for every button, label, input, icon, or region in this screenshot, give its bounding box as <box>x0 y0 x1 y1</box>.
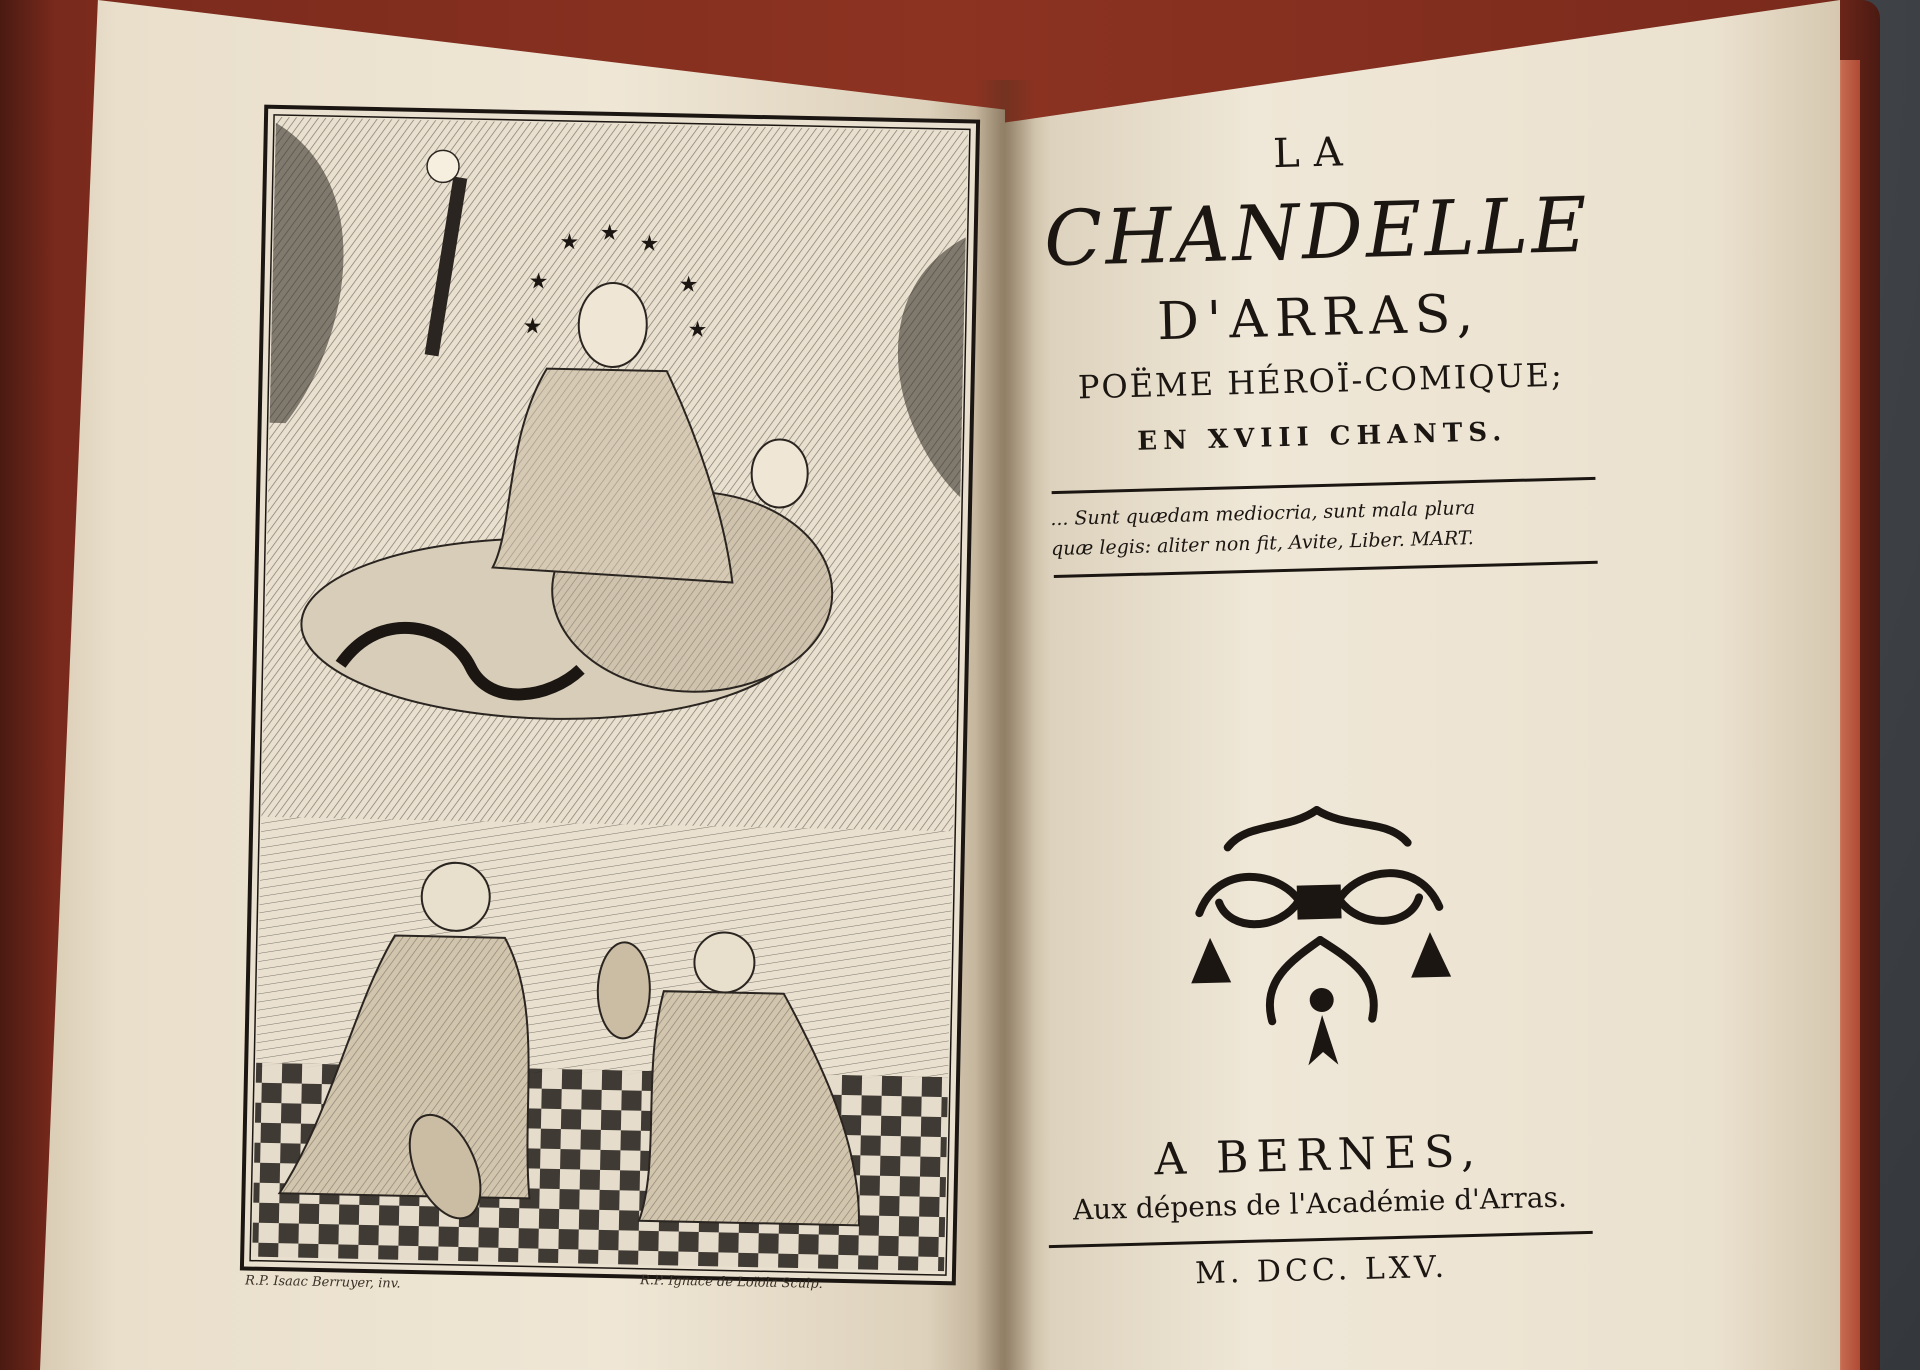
imprint-date: M. DCC. LXV. <box>1194 1249 1449 1292</box>
kneeling-man-left-head <box>421 862 490 931</box>
engraving-caption-inventor: R.P. Isaac Berruyer, inv. <box>244 1273 401 1292</box>
svg-text:★: ★ <box>559 229 580 256</box>
epigraph-line-2: quæ legis: aliter non fit, Avite, Liber. MART. <box>1050 527 1475 561</box>
angel-head <box>751 439 808 508</box>
engraving-svg <box>238 103 982 1288</box>
violin-icon <box>597 942 651 1039</box>
svg-text:★: ★ <box>599 220 620 247</box>
svg-text:★: ★ <box>639 231 660 257</box>
figure-head <box>578 282 648 367</box>
frontispiece-engraving <box>238 103 982 1288</box>
epigraph <box>1044 480 1606 575</box>
imprint-city: A BERNES, <box>1153 1125 1484 1186</box>
svg-text:★: ★ <box>522 314 543 340</box>
cantos-line: EN XVIII CHANTS. <box>1136 417 1508 457</box>
epigraph-line-1: ... Sunt quædam mediocria, sunt mala plura <box>1050 496 1476 531</box>
title-arras: D'ARRAS, <box>1156 283 1482 353</box>
title-block <box>1034 123 1605 578</box>
kneeling-man-right-head <box>694 932 755 993</box>
printer-ornament-icon <box>1176 786 1463 1083</box>
title-article: LA <box>1272 128 1358 178</box>
imprint-publisher: Aux dépens de l'Académie d'Arras. <box>1072 1180 1568 1227</box>
svg-text:★: ★ <box>678 272 699 298</box>
subtitle: POËME HÉROÏ-COMIQUE; <box>1077 355 1565 407</box>
imprint-block <box>1038 1123 1602 1296</box>
svg-text:★: ★ <box>528 269 549 295</box>
flame-icon <box>427 150 460 183</box>
title-main: CHANDELLE <box>1042 179 1591 284</box>
engraving-caption-engraver: R.P. Ignace de Loïola Sculp. <box>639 1273 823 1292</box>
svg-text:★: ★ <box>687 317 708 343</box>
gutter-shadow <box>975 80 1035 1370</box>
